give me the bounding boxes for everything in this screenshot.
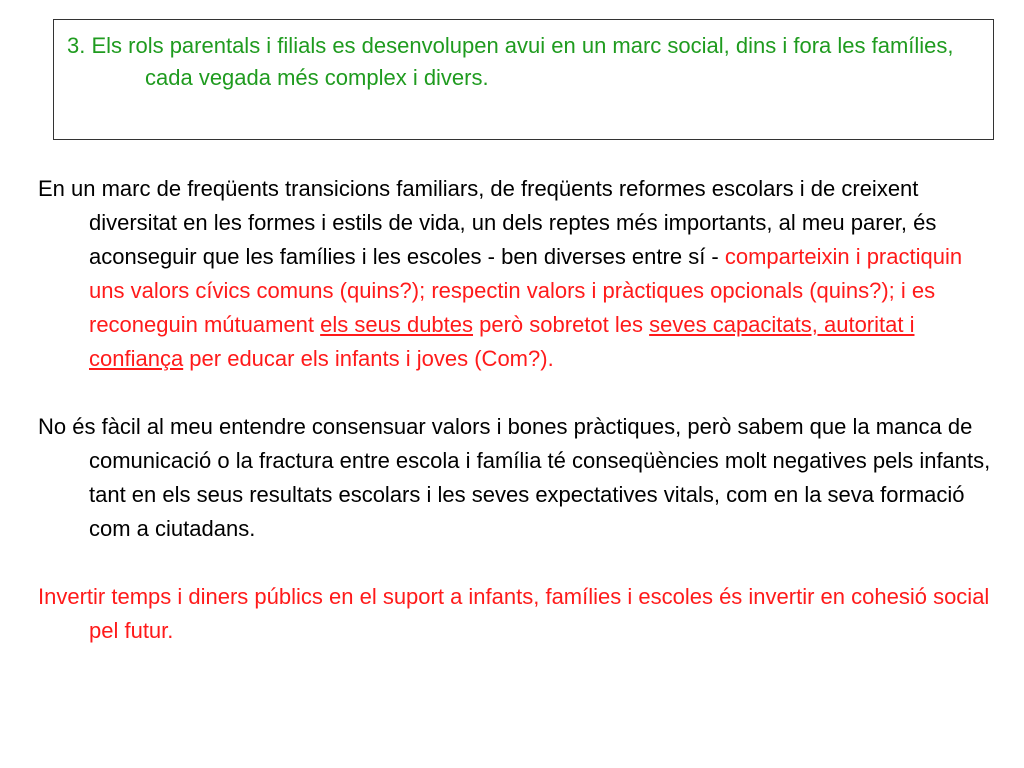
- slide-body: [38, 172, 998, 648]
- text-segment-highlight: Invertir temps i diners públics en el suport a infants, famílies i escoles és invertir en cohesió social pel futur.: [38, 584, 990, 643]
- text-segment-highlight: per educar els infants i joves (Com?).: [183, 346, 554, 371]
- text-segment: No és fàcil al meu entendre consensuar valors i bones pràctiques, però sabem que la manca de comunicació o la fractura entre escola i família té conseqüències molt negatives pels infants, tant en els seus resultats escolars i les seves expectatives vitals, com en la seva formació com a ciutadans.: [38, 414, 991, 541]
- text-segment-underlined: seves capacitats, autoritat i confiança: [89, 312, 915, 371]
- text-segment-highlight: però sobretot les: [473, 312, 650, 337]
- heading-box: [53, 19, 994, 140]
- text-segment: En un marc de freqüents transicions familiars, de freqüents reformes escolars i de creixent diversitat en les formes i estils de vida, un dels reptes més importants, al meu parer, és aconseguir que les famílies i les escoles - ben diverses entre sí -: [38, 176, 937, 269]
- slide-heading: 3. Els rols parentals i filials es desenvolupen avui en un marc social, dins i fora les famílies, cada vegada més complex i divers.: [67, 33, 954, 90]
- paragraph-consensus: [38, 410, 998, 546]
- text-segment-highlight: comparteixin i practiquin uns valors cívics comuns (quins?); respectin valors i pràctiques opcionals (quins?); i es reconeguin mútuament: [89, 244, 963, 337]
- paragraph-investment: [38, 580, 998, 648]
- text-segment-underlined: els seus dubtes: [320, 312, 474, 337]
- paragraph-transitions: [38, 172, 998, 376]
